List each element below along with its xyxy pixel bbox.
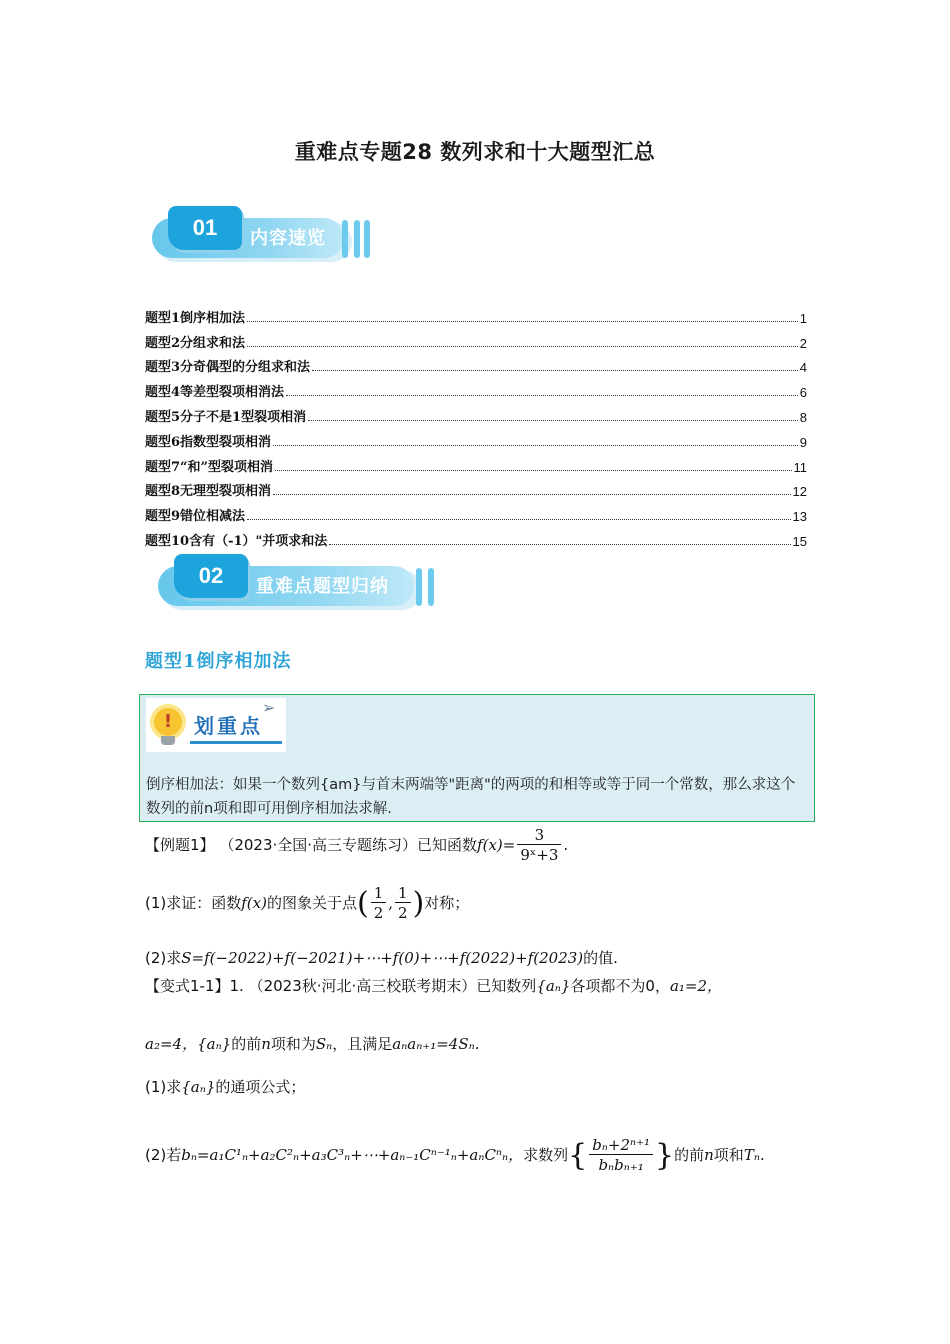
fraction — [589, 1136, 653, 1175]
text: 的前 — [674, 1146, 705, 1164]
toc-item[interactable] — [145, 499, 807, 524]
banner-key-types — [158, 554, 448, 610]
fraction — [395, 884, 411, 923]
toc-item[interactable] — [145, 326, 807, 351]
denominator: 9ˣ+3 — [520, 846, 559, 864]
text: 的前 — [231, 1035, 262, 1053]
key-point-badge — [146, 698, 286, 752]
toc-item[interactable] — [145, 351, 807, 376]
right-brace: } — [655, 1138, 675, 1173]
a1-value: a₁=2， — [669, 977, 723, 995]
toc-leader — [247, 345, 798, 347]
toc-title: 题型5分子不是1型裂项相消 — [145, 409, 307, 425]
variant-1-1-q2 — [145, 1136, 765, 1175]
denominator: 2 — [373, 904, 384, 922]
function-def: f(x)= — [477, 836, 516, 854]
q2-prefix: (2)求 — [145, 949, 182, 967]
banner-bar — [428, 568, 434, 606]
exclamation-icon: ! — [163, 711, 173, 732]
q1-prefix: (1)求证：函数 — [145, 894, 242, 912]
denominator: bₙbₙ₊₁ — [598, 1156, 644, 1174]
toc-title: 题型3分奇偶型的分组求和法 — [145, 360, 311, 376]
q1-suffix: 的通项公式； — [215, 1078, 306, 1096]
numerator: 1 — [371, 884, 387, 903]
variant-1-1-q1 — [145, 1076, 305, 1097]
a2-value: a₂=4， — [145, 1035, 198, 1053]
numerator: 3 — [517, 826, 561, 845]
sequence: {aₙ} — [181, 1078, 216, 1096]
sn-var: Sₙ — [315, 1035, 333, 1053]
fraction — [517, 826, 561, 865]
denominator: 2 — [398, 904, 408, 922]
n-var: n — [704, 1146, 714, 1164]
text: 求数列 — [523, 1146, 569, 1164]
toc-page: 11 — [793, 459, 807, 475]
example-1-q1 — [145, 884, 469, 923]
toc-leader — [247, 518, 790, 520]
banner-label: 内容速览 — [250, 228, 326, 249]
left-paren: ( — [356, 886, 369, 921]
example-label: 【例题1】 — [145, 836, 215, 854]
period: . — [563, 836, 569, 854]
toc-page: 1 — [799, 310, 807, 326]
banner-bar — [354, 220, 360, 258]
banner-contents — [152, 206, 372, 262]
text: ，且满足 — [332, 1035, 393, 1053]
toc-title: 题型2分组求和法 — [145, 335, 246, 351]
toc-leader — [273, 444, 798, 446]
toc-page: 2 — [799, 335, 807, 351]
toc-title: 题型8无理型裂项相消 — [145, 484, 272, 500]
variant-source: （2023秋·河北·高三校联考期末）已知数列 — [248, 977, 537, 995]
variant-1-1 — [145, 975, 722, 996]
toc-title: 题型7“和”型裂项相消 — [145, 459, 274, 475]
table-of-contents — [145, 301, 807, 549]
toc-leader — [312, 369, 798, 371]
numerator: bₙ+2ⁿ⁺¹ — [589, 1136, 653, 1155]
example-1 — [145, 826, 568, 865]
q1-function: f(x) — [241, 894, 267, 912]
banner-bar — [416, 568, 422, 606]
toc-title: 题型6指数型裂项相消 — [145, 434, 272, 450]
toc-page: 12 — [792, 484, 807, 500]
q1-suffix: 对称； — [424, 894, 470, 912]
text: 项和为 — [270, 1035, 316, 1053]
badge-underline — [190, 741, 282, 744]
toc-leader — [308, 419, 798, 421]
variant-label: 【变式1-1】1. — [145, 977, 244, 995]
condition: 各项都不为0， — [570, 977, 670, 995]
example-1-q2 — [145, 947, 618, 968]
toc-item[interactable] — [145, 375, 807, 400]
toc-item[interactable] — [145, 425, 807, 450]
banner-bar — [364, 220, 370, 258]
fraction — [371, 884, 387, 923]
toc-page: 13 — [792, 509, 807, 525]
toc-leader — [247, 320, 798, 322]
toc-item[interactable] — [145, 400, 807, 425]
toc-title: 题型4等差型裂项相消法 — [145, 385, 285, 401]
banner-number: 02 — [174, 554, 248, 598]
toc-page: 9 — [799, 434, 807, 450]
example-source: （2023·全国·高三专题练习）已知函数 — [219, 836, 478, 854]
paper-plane-icon: ➢ — [262, 698, 276, 717]
relation: aₙaₙ₊₁=4Sₙ. — [392, 1035, 480, 1053]
right-paren: ) — [412, 886, 425, 921]
variant-1-1-line2 — [145, 1033, 479, 1054]
sequence: {aₙ} — [197, 1035, 232, 1053]
left-brace: { — [568, 1138, 588, 1173]
toc-page: 15 — [792, 533, 807, 549]
bn-definition: bₙ=a₁C¹ₙ+a₂C²ₙ+a₃C³ₙ+⋯+aₙ₋₁Cⁿ⁻¹ₙ+aₙCⁿₙ， — [181, 1146, 524, 1164]
toc-page: 4 — [799, 360, 807, 376]
text: 项和 — [713, 1146, 744, 1164]
q1-mid: 的图象关于点 — [266, 894, 357, 912]
q2-suffix: 的值. — [583, 949, 618, 967]
n-var: n — [261, 1035, 271, 1053]
key-point-callout — [139, 694, 815, 822]
q2-expression: S=f(−2022)+f(−2021)+⋯+f(0)+⋯+f(2022)+f(2023) — [181, 949, 584, 967]
toc-item[interactable] — [145, 475, 807, 500]
q1-prefix: (1)求 — [145, 1078, 182, 1096]
badge-label: 划重点 — [194, 714, 263, 738]
comma: , — [388, 894, 394, 912]
lightbulb-base-icon — [161, 736, 175, 745]
section-heading: 题型1倒序相加法 — [145, 651, 292, 672]
q2-prefix: (2)若 — [145, 1146, 182, 1164]
numerator: 1 — [395, 884, 411, 903]
toc-title: 题型9错位相减法 — [145, 509, 246, 525]
toc-title: 题型10含有（-1）"并项求和法 — [145, 533, 328, 549]
callout-text: 倒序相加法：如果一个数列{am}与首末两端等"距离"的两项的和相等或等于同一个常数，那么求这个数列的前n项和即可用倒序相加法求解. — [146, 777, 796, 817]
tn-var: Tₙ. — [743, 1146, 765, 1164]
toc-item[interactable] — [145, 524, 807, 549]
toc-item[interactable] — [145, 450, 807, 475]
toc-leader — [286, 394, 798, 396]
toc-item[interactable] — [145, 301, 807, 326]
toc-leader — [275, 469, 791, 471]
banner-number: 01 — [168, 206, 242, 250]
toc-title: 题型1倒序相加法 — [145, 310, 246, 326]
toc-page: 6 — [799, 385, 807, 401]
toc-leader — [329, 543, 790, 545]
toc-leader — [273, 493, 790, 495]
toc-page: 8 — [799, 409, 807, 425]
document-title: 重难点专题28 数列求和十大题型汇总 — [294, 140, 656, 164]
sequence: {aₙ} — [536, 977, 571, 995]
banner-label: 重难点题型归纳 — [256, 576, 389, 597]
banner-bar — [342, 220, 348, 258]
